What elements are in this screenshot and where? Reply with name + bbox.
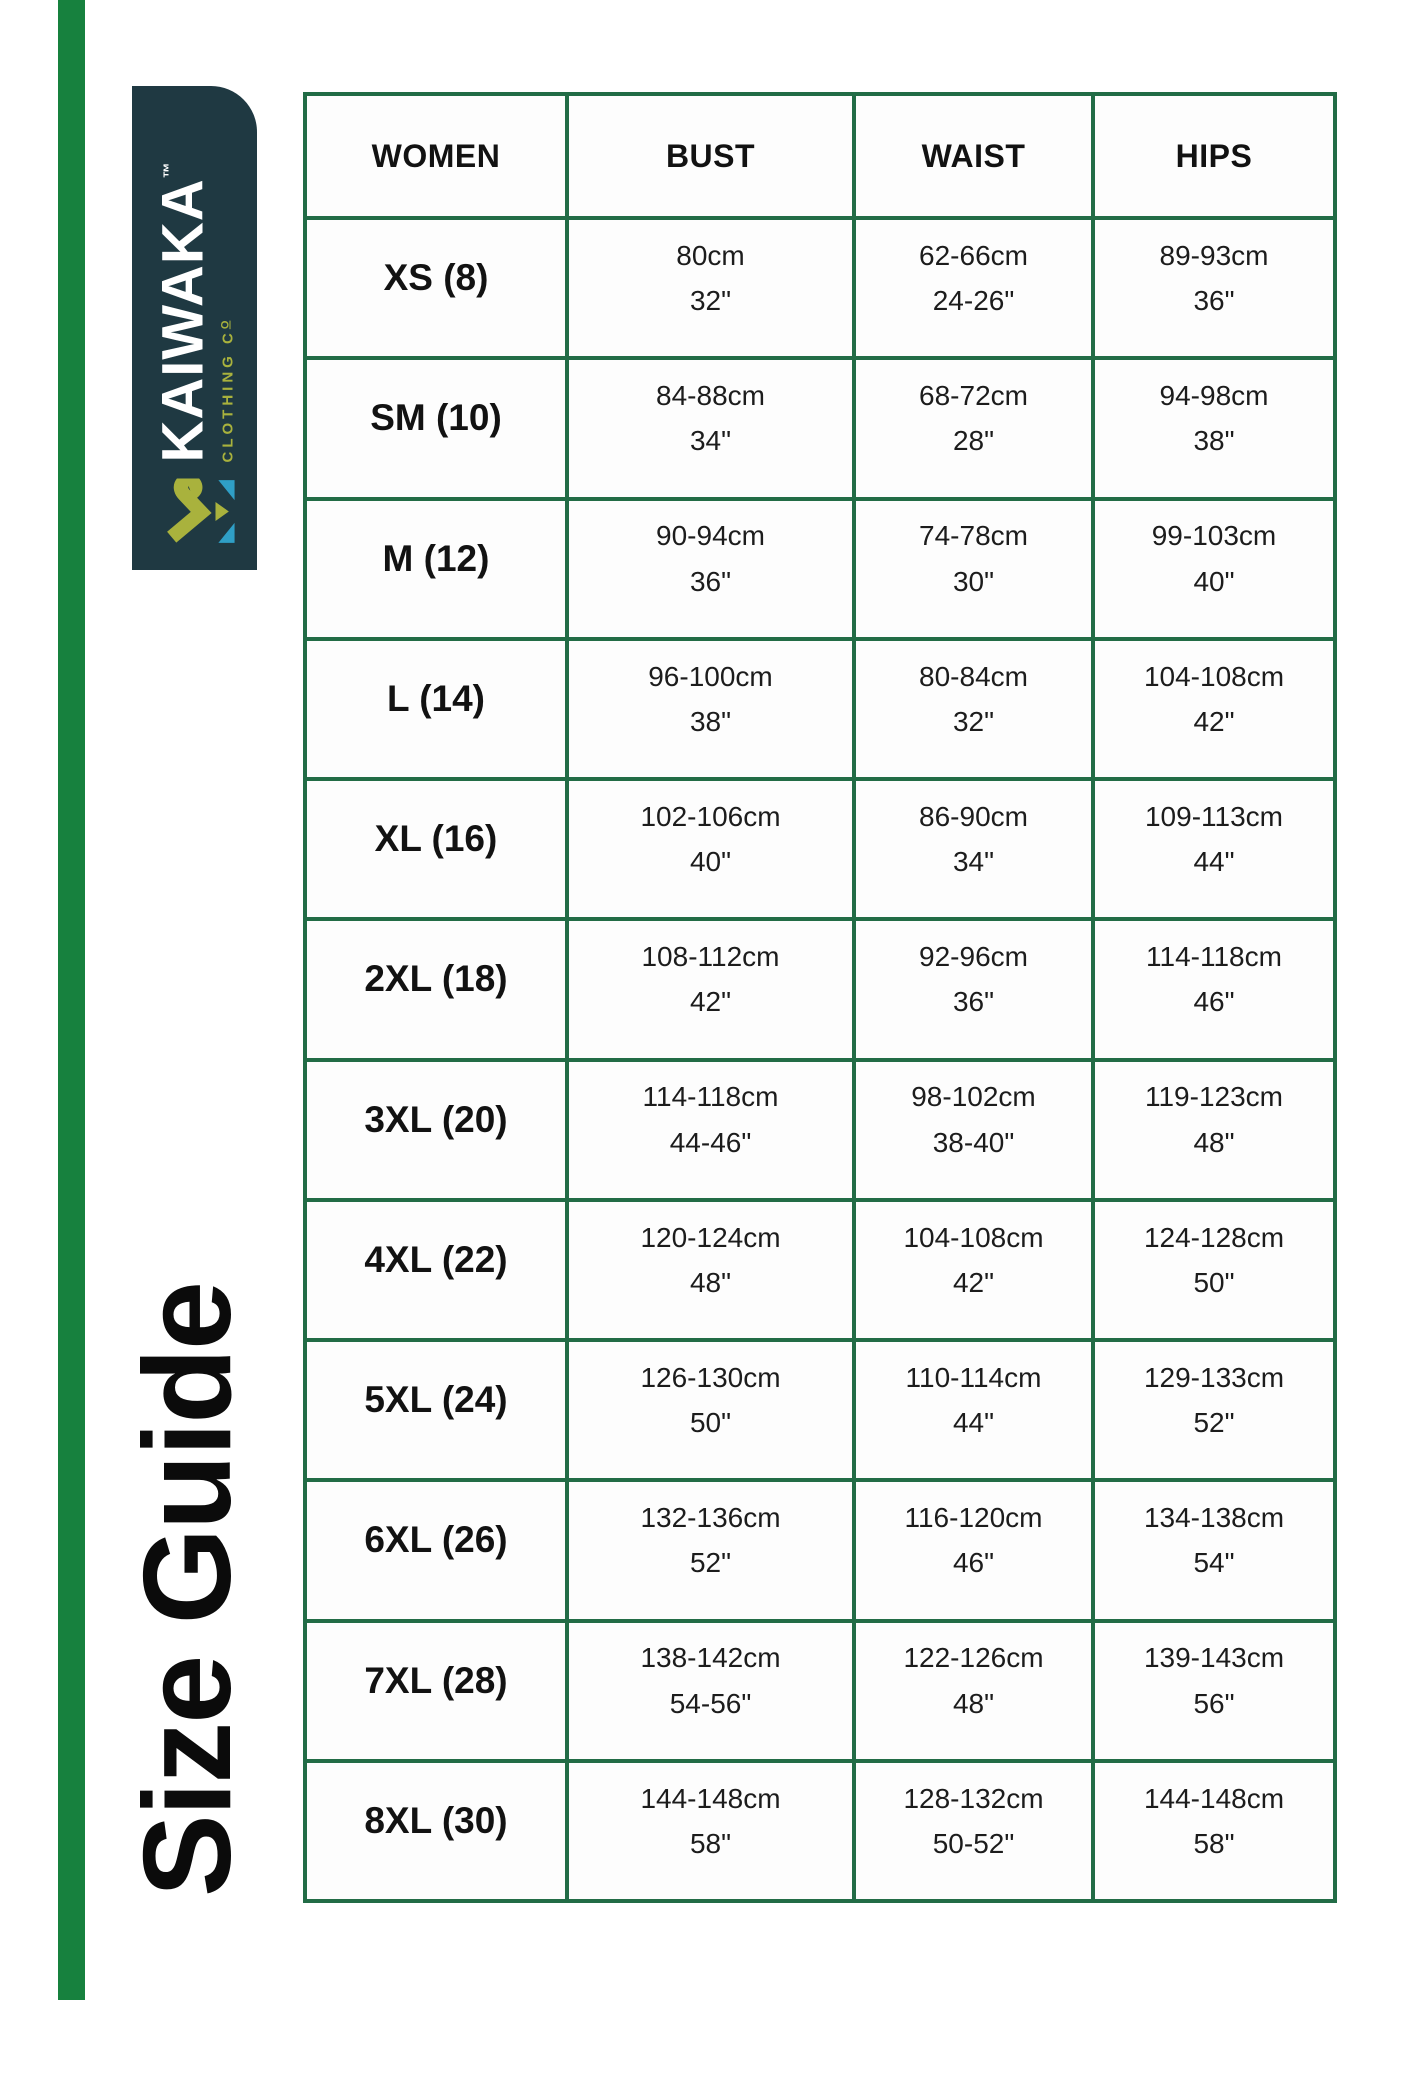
tagline-ordinal-o: O <box>218 320 231 329</box>
waist-cell <box>854 358 1093 498</box>
bust-cm-value: 96-100cm <box>648 660 773 692</box>
table-row <box>305 1060 1335 1200</box>
bust-cell <box>567 1200 854 1340</box>
waist-inch-value: 38-40" <box>932 1126 1015 1158</box>
column-header-women: WOMEN <box>305 94 567 218</box>
table-row <box>305 1480 1335 1620</box>
brand-text-block <box>149 161 236 462</box>
table-row <box>305 499 1335 639</box>
waist-cm-value: 110-114cm <box>905 1361 1042 1393</box>
waist-cell <box>854 1200 1093 1340</box>
waist-inch-value: 28" <box>952 425 995 457</box>
hips-cell <box>1093 499 1335 639</box>
table-row <box>305 1761 1335 1901</box>
brand-name: KAIWAKA™ <box>149 161 215 462</box>
hips-inch-value: 40" <box>1193 565 1235 597</box>
size-label: 2XL (18) <box>305 919 567 1059</box>
size-guide-table <box>303 92 1337 1903</box>
table-row <box>305 358 1335 498</box>
bust-cell <box>567 1621 854 1761</box>
koru-k-logo-icon <box>155 478 235 544</box>
bust-inch-value: 34" <box>689 425 732 457</box>
hips-cell <box>1093 1761 1335 1901</box>
waist-cell <box>854 1060 1093 1200</box>
bust-inch-value: 58" <box>689 1827 732 1859</box>
bust-cm-value: 138-142cm <box>640 1642 781 1674</box>
page-title: Size Guide <box>119 1283 257 1897</box>
column-header-hips: HIPS <box>1093 94 1335 218</box>
bust-inch-value: 44-46" <box>669 1126 752 1158</box>
bust-inch-value: 50" <box>689 1407 732 1439</box>
hips-cm-value: 99-103cm <box>1151 520 1277 552</box>
waist-inch-value: 32" <box>952 705 995 737</box>
bust-cm-value: 108-112cm <box>641 941 780 973</box>
hips-cell <box>1093 1480 1335 1620</box>
size-label: M (12) <box>305 499 567 639</box>
bust-cm-value: 102-106cm <box>640 800 781 832</box>
waist-cell <box>854 1480 1093 1620</box>
hips-inch-value: 50" <box>1193 1266 1235 1298</box>
hips-cm-value: 109-113cm <box>1144 800 1283 832</box>
waist-cell <box>854 919 1093 1059</box>
waist-inch-value: 42" <box>952 1266 995 1298</box>
waist-cm-value: 122-126cm <box>903 1642 1044 1674</box>
bust-cm-value: 114-118cm <box>642 1081 779 1113</box>
waist-cell <box>854 1621 1093 1761</box>
size-label: 3XL (20) <box>305 1060 567 1200</box>
bust-cm-value: 120-124cm <box>640 1221 781 1253</box>
hips-cm-value: 114-118cm <box>1146 941 1282 973</box>
waist-inch-value: 24-26" <box>932 285 1015 317</box>
bust-inch-value: 54-56" <box>669 1687 752 1719</box>
bust-inch-value: 48" <box>689 1266 732 1298</box>
hips-inch-value: 48" <box>1193 1126 1235 1158</box>
bust-cell <box>567 218 854 358</box>
size-label: 5XL (24) <box>305 1340 567 1480</box>
waist-cm-value: 74-78cm <box>919 520 1028 552</box>
hips-inch-value: 54" <box>1193 1547 1235 1579</box>
table-row <box>305 218 1335 358</box>
brand-tagline: CLOTHING $C^O$ <box>218 320 236 462</box>
hips-inch-value: 38" <box>1193 425 1235 457</box>
bust-inch-value: 52" <box>689 1547 732 1579</box>
table-row <box>305 1200 1335 1340</box>
column-header-bust: BUST <box>567 94 854 218</box>
waist-cell <box>854 639 1093 779</box>
waist-inch-value: 48" <box>952 1687 995 1719</box>
vertical-title-wrap <box>113 1090 263 2090</box>
waist-inch-value: 36" <box>952 986 995 1018</box>
hips-inch-value: 46" <box>1193 986 1235 1018</box>
waist-cm-value: 86-90cm <box>919 800 1028 832</box>
size-label: XS (8) <box>305 218 567 358</box>
hips-cm-value: 119-123cm <box>1144 1081 1283 1113</box>
hips-cell <box>1093 639 1335 779</box>
hips-cm-value: 139-143cm <box>1143 1642 1285 1674</box>
bust-cell <box>567 1480 854 1620</box>
waist-cell <box>854 218 1093 358</box>
waist-cm-value: 92-96cm <box>919 941 1028 973</box>
brand-banner-content <box>132 86 257 570</box>
bust-inch-value: 42" <box>689 986 732 1018</box>
bust-inch-value: 32" <box>689 285 732 317</box>
hips-cm-value: 144-148cm <box>1143 1782 1285 1814</box>
size-label: 7XL (28) <box>305 1621 567 1761</box>
size-label: L (14) <box>305 639 567 779</box>
bust-cell <box>567 1340 854 1480</box>
waist-inch-value: 34" <box>952 846 995 878</box>
waist-cm-value: 98-102cm <box>911 1081 1036 1113</box>
hips-inch-value: 44" <box>1193 846 1235 878</box>
bust-cell <box>567 919 854 1059</box>
hips-cell <box>1093 1340 1335 1480</box>
table-row <box>305 639 1335 779</box>
waist-cm-value: 104-108cm <box>903 1221 1044 1253</box>
table-row <box>305 1340 1335 1480</box>
hips-cell <box>1093 218 1335 358</box>
waist-cell <box>854 1761 1093 1901</box>
bust-cell <box>567 1761 854 1901</box>
bust-cm-value: 90-94cm <box>656 520 765 552</box>
waist-cm-value: 80-84cm <box>919 660 1028 692</box>
waist-cell <box>854 499 1093 639</box>
hips-inch-value: 52" <box>1193 1407 1235 1439</box>
bust-cell <box>567 779 854 919</box>
trademark-symbol: ™ <box>160 161 178 178</box>
hips-cell <box>1093 358 1335 498</box>
hips-cell <box>1093 1200 1335 1340</box>
size-label: 4XL (22) <box>305 1200 567 1340</box>
hips-inch-value: 58" <box>1193 1827 1235 1859</box>
table-row <box>305 1621 1335 1761</box>
header-row <box>305 94 1335 218</box>
waist-cm-value: 68-72cm <box>919 380 1028 412</box>
hips-cm-value: 104-108cm <box>1143 660 1285 692</box>
bust-cell <box>567 499 854 639</box>
waist-cell <box>854 779 1093 919</box>
left-accent-bar <box>58 0 85 2000</box>
bust-cm-value: 84-88cm <box>656 380 765 412</box>
table-row <box>305 919 1335 1059</box>
bust-cell <box>567 639 854 779</box>
hips-cm-value: 94-98cm <box>1159 380 1269 412</box>
waist-cm-value: 128-132cm <box>903 1782 1044 1814</box>
column-header-waist: WAIST <box>854 94 1093 218</box>
size-table-body <box>305 218 1335 1901</box>
size-label: XL (16) <box>305 779 567 919</box>
hips-cell <box>1093 779 1335 919</box>
brand-banner <box>132 86 257 570</box>
bust-cm-value: 144-148cm <box>640 1782 781 1814</box>
waist-cm-value: 62-66cm <box>919 239 1028 271</box>
size-table-header <box>305 94 1335 218</box>
bust-cm-value: 80cm <box>676 239 745 271</box>
bust-cm-value: 126-130cm <box>640 1361 781 1393</box>
bust-inch-value: 36" <box>689 565 732 597</box>
hips-cm-value: 134-138cm <box>1143 1502 1285 1534</box>
hips-inch-value: 42" <box>1193 705 1235 737</box>
size-label: 8XL (30) <box>305 1761 567 1901</box>
hips-cell <box>1093 919 1335 1059</box>
bust-cm-value: 132-136cm <box>640 1502 781 1534</box>
waist-inch-value: 30" <box>952 565 995 597</box>
bust-inch-value: 40" <box>689 846 732 878</box>
hips-cell <box>1093 1621 1335 1761</box>
size-label: 6XL (26) <box>305 1480 567 1620</box>
waist-inch-value: 44" <box>952 1407 995 1439</box>
waist-inch-value: 50-52" <box>932 1827 1015 1859</box>
waist-cell <box>854 1340 1093 1480</box>
hips-inch-value: 56" <box>1193 1687 1235 1719</box>
hips-inch-value: 36" <box>1193 285 1235 317</box>
hips-cell <box>1093 1060 1335 1200</box>
size-label: SM (10) <box>305 358 567 498</box>
bust-cell <box>567 358 854 498</box>
hips-cm-value: 129-133cm <box>1143 1361 1285 1393</box>
table-row <box>305 779 1335 919</box>
waist-inch-value: 46" <box>952 1547 995 1579</box>
hips-cm-value: 89-93cm <box>1159 239 1269 271</box>
waist-cm-value: 116-120cm <box>904 1502 1043 1534</box>
bust-cell <box>567 1060 854 1200</box>
hips-cm-value: 124-128cm <box>1143 1221 1285 1253</box>
bust-inch-value: 38" <box>689 705 732 737</box>
